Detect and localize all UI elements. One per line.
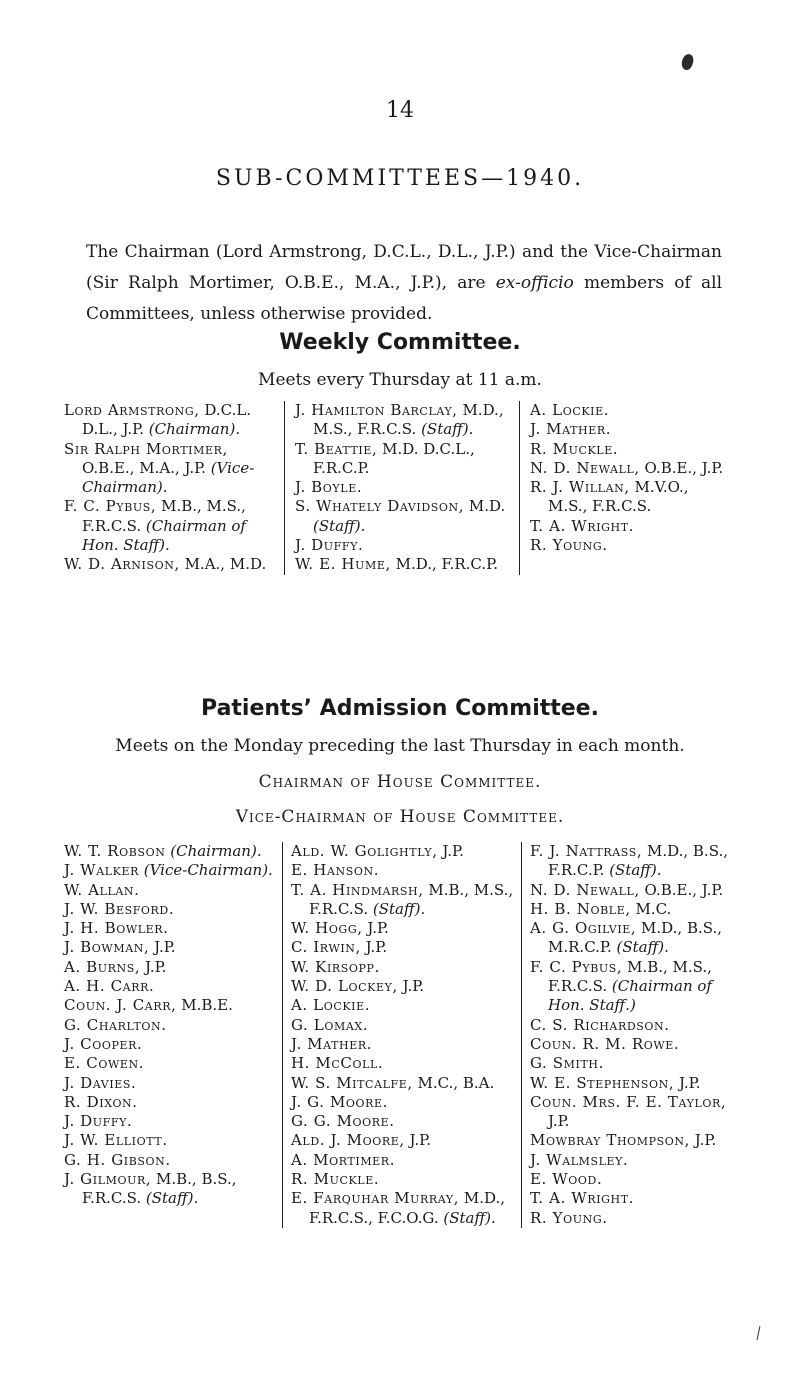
member-qualifications: M.B., B.S., F.R.C.S. bbox=[82, 1170, 237, 1208]
member-name: R. Young. bbox=[530, 1208, 608, 1227]
member-name: W. Allan. bbox=[64, 880, 140, 899]
member-entry bbox=[530, 1170, 742, 1189]
member-role: (Staff). bbox=[145, 1189, 199, 1208]
member-entry bbox=[530, 1093, 742, 1132]
member-role: (Staff). bbox=[443, 1208, 496, 1227]
member-name: G. H. Gibson. bbox=[64, 1150, 171, 1169]
member-entry bbox=[291, 996, 515, 1015]
member-entry bbox=[64, 881, 278, 900]
member-entry bbox=[64, 1016, 278, 1035]
ink-smudge bbox=[680, 53, 695, 72]
member-role: (Staff). bbox=[421, 420, 474, 439]
member-name: W. T. Robson bbox=[64, 842, 166, 860]
member-qualifications: M.D., F.R.C.P. bbox=[390, 555, 498, 574]
member-name: F. C. Pybus, bbox=[530, 957, 623, 976]
member-name: Ald. W. Golightly, bbox=[291, 842, 438, 860]
page-number: 14 bbox=[386, 98, 414, 123]
member-entry bbox=[295, 555, 511, 574]
intro-paragraph bbox=[86, 237, 722, 330]
member-entry bbox=[295, 497, 511, 536]
member-name: J. W. Elliott. bbox=[64, 1131, 168, 1150]
member-name: W. E. Stephenson, bbox=[530, 1073, 675, 1092]
member-entry bbox=[291, 1112, 515, 1131]
member-name: H. McColl. bbox=[291, 1054, 384, 1073]
member-entry bbox=[64, 555, 272, 574]
member-name: E. Farquhar Murray, bbox=[291, 1189, 460, 1208]
member-qualifications: J.P. bbox=[690, 1131, 717, 1150]
member-qualifications: J.P. bbox=[362, 919, 389, 938]
member-entry bbox=[64, 1035, 278, 1054]
member-qualifications: M.D. D.C.L., F.R.C.P. bbox=[313, 439, 475, 477]
admission-col-2 bbox=[282, 842, 515, 1228]
member-name: R. Muckle. bbox=[530, 439, 619, 458]
member-entry bbox=[530, 1054, 742, 1073]
member-entry bbox=[64, 497, 272, 555]
member-entry bbox=[64, 861, 278, 880]
member-entry bbox=[291, 1093, 515, 1112]
member-name: F. C. Pybus, bbox=[64, 497, 157, 516]
member-role: (Staff). bbox=[609, 861, 662, 880]
member-name: H. B. Noble, bbox=[530, 899, 631, 918]
member-entry bbox=[530, 1131, 742, 1150]
member-entry bbox=[295, 536, 511, 555]
intro-text-start: The Chairman (Lord Armstrong, D.C.L., D.L., J.P.) and the Vice-Chairman (Sir Ralph Mortimer, O.B.E., M.A., J.P.), are bbox=[86, 242, 722, 293]
member-entry bbox=[64, 1131, 278, 1150]
member-name: R. Dixon. bbox=[64, 1092, 138, 1111]
member-name: Coun. J. Carr, bbox=[64, 996, 177, 1015]
member-qualifications: M.V.O., M.S., F.R.C.S. bbox=[548, 478, 689, 516]
member-qualifications: M.D., B.S., M.R.C.P. bbox=[548, 919, 723, 957]
member-qualifications: O.B.E., M.A., J.P. bbox=[82, 458, 211, 477]
admission-committee-heading: Patients’ Admission Committee. bbox=[201, 696, 599, 721]
member-entry bbox=[291, 881, 515, 920]
member-qualifications: J.P. bbox=[548, 1112, 570, 1131]
member-name: W. E. Hume, bbox=[295, 555, 391, 574]
member-name: J. Bowman, bbox=[64, 938, 150, 957]
member-name: Ald. J. Moore, bbox=[291, 1131, 405, 1150]
weekly-col-2 bbox=[284, 401, 511, 575]
member-entry bbox=[530, 900, 742, 919]
member-name: E. Wood. bbox=[530, 1170, 603, 1189]
member-name: J. Walmsley. bbox=[530, 1150, 629, 1169]
member-entry bbox=[64, 1151, 278, 1170]
member-entry bbox=[291, 1189, 515, 1228]
member-entry bbox=[64, 900, 278, 919]
member-entry bbox=[64, 1074, 278, 1093]
member-name: J. Duffy. bbox=[64, 1112, 133, 1131]
member-entry bbox=[295, 440, 511, 479]
member-entry bbox=[64, 842, 278, 861]
member-name: T. Beattie, bbox=[295, 439, 378, 458]
member-name: E. Hanson. bbox=[291, 861, 380, 880]
member-entry bbox=[291, 861, 515, 880]
member-name: A. Mortimer. bbox=[291, 1150, 396, 1169]
vice-chairman-of-house-committee: Vice-Chairman of House Committee. bbox=[235, 807, 565, 827]
admission-members bbox=[64, 842, 742, 1228]
member-entry bbox=[295, 478, 511, 497]
member-name: F. J. Nattrass, bbox=[530, 842, 643, 860]
member-qualifications: O.B.E., J.P. bbox=[639, 880, 724, 899]
member-qualifications: M.B., M.S., F.R.C.S. bbox=[548, 957, 712, 996]
member-qualifications: J.P. bbox=[360, 938, 388, 957]
member-name: W. S. Mitcalfe, bbox=[291, 1073, 413, 1092]
member-entry bbox=[291, 1016, 515, 1035]
member-role: (Chairman of Hon. Staff.) bbox=[548, 977, 712, 1015]
member-name: J. Cooper. bbox=[64, 1034, 143, 1053]
member-name: Lord Armstrong, bbox=[64, 401, 200, 419]
member-name: A. H. Carr. bbox=[64, 977, 155, 996]
member-name: G. Smith. bbox=[530, 1054, 604, 1073]
weekly-col-1 bbox=[64, 401, 272, 575]
member-entry bbox=[291, 919, 515, 938]
member-entry bbox=[64, 1170, 278, 1209]
member-entry bbox=[291, 1131, 515, 1150]
weekly-meets-text: Meets every Thursday at 11 a.m. bbox=[258, 370, 542, 390]
member-name: A. G. Ogilvie, bbox=[530, 919, 637, 938]
member-name: A. Lockie. bbox=[291, 996, 371, 1015]
member-entry bbox=[64, 1093, 278, 1112]
member-qualifications: J.P. bbox=[397, 977, 425, 996]
member-role: (Vice-Chairman). bbox=[82, 458, 255, 497]
intro-italic: ex-officio bbox=[495, 273, 574, 293]
member-entry bbox=[64, 977, 278, 996]
member-qualifications: M.D., M.S., F.R.C.S. bbox=[313, 401, 504, 439]
member-entry bbox=[530, 517, 730, 536]
member-qualifications: M.B., M.S., F.R.C.S. bbox=[309, 880, 514, 918]
member-name: Mowbray Thompson, bbox=[530, 1131, 691, 1150]
member-qualifications: M.A., M.D. bbox=[179, 555, 267, 574]
member-qualifications: D.C.L. D.L., J.P. bbox=[82, 401, 252, 439]
member-name: T. A. Wright. bbox=[530, 1189, 635, 1208]
member-name: S. Whately Davidson, bbox=[295, 497, 465, 516]
admission-col-1 bbox=[64, 842, 278, 1228]
corner-mark bbox=[757, 1326, 761, 1340]
member-name: W. Kirsopp. bbox=[291, 957, 380, 976]
member-entry bbox=[295, 401, 511, 440]
member-name: W. D. Arnison, bbox=[64, 555, 180, 574]
member-entry bbox=[530, 1189, 742, 1208]
member-name: J. H. Bowler. bbox=[64, 919, 169, 938]
member-qualifications: J.P. bbox=[404, 1131, 431, 1150]
member-name: J. Hamilton Barclay, bbox=[295, 401, 458, 419]
member-name: G. G. Moore. bbox=[291, 1112, 395, 1131]
admission-meets-text: Meets on the Monday preceding the last Thursday in each month. bbox=[115, 736, 685, 756]
member-entry bbox=[64, 938, 278, 957]
member-qualifications: M.B., M.S., F.R.C.S. bbox=[82, 497, 246, 535]
member-name: G. Charlton. bbox=[64, 1015, 167, 1034]
member-role: (Chairman of Hon. Staff). bbox=[82, 516, 246, 555]
member-qualifications: J.P. bbox=[437, 842, 464, 860]
member-entry bbox=[530, 881, 742, 900]
member-entry bbox=[291, 938, 515, 957]
member-name: G. Lomax. bbox=[291, 1015, 369, 1034]
member-name: Sir Ralph Mortimer, bbox=[64, 439, 228, 458]
member-entry bbox=[291, 977, 515, 996]
member-name: J. Duffy. bbox=[295, 536, 364, 555]
page-title: SUB-COMMITTEES—1940. bbox=[215, 166, 585, 191]
member-entry bbox=[64, 440, 272, 498]
member-qualifications: M.C. bbox=[630, 899, 672, 918]
member-qualifications: M.D., F.R.C.S., F.C.O.G. bbox=[309, 1189, 506, 1227]
member-qualifications: J.P. bbox=[674, 1073, 701, 1092]
member-entry bbox=[530, 842, 742, 881]
member-role: (Vice-Chairman). bbox=[143, 861, 273, 880]
chairman-of-house-committee: Chairman of House Committee. bbox=[258, 772, 542, 792]
member-name: E. Cowen. bbox=[64, 1054, 145, 1073]
member-name: W. D. Lockey, bbox=[291, 977, 398, 996]
member-name: Coun. Mrs. F. E. Taylor, bbox=[530, 1092, 727, 1111]
member-entry bbox=[64, 401, 272, 440]
member-entry bbox=[291, 1035, 515, 1054]
member-entry bbox=[530, 459, 730, 478]
member-qualifications: J.P. bbox=[140, 957, 167, 976]
member-entry bbox=[64, 1054, 278, 1073]
member-entry bbox=[530, 1209, 742, 1228]
member-name: T. A. Hindmarsh, bbox=[291, 880, 424, 899]
member-entry bbox=[291, 1151, 515, 1170]
member-name: A. Lockie. bbox=[530, 401, 610, 419]
weekly-committee-heading: Weekly Committee. bbox=[279, 330, 521, 355]
member-name: W. Hogg, bbox=[291, 919, 363, 938]
member-role: (Chairman). bbox=[170, 842, 262, 860]
member-name: J. Boyle. bbox=[295, 478, 363, 497]
member-entry bbox=[530, 1035, 742, 1054]
member-entry bbox=[530, 919, 742, 958]
member-name: A. Burns, bbox=[64, 957, 141, 976]
member-name: J. W. Besford. bbox=[64, 899, 175, 918]
member-qualifications: M.B.E. bbox=[176, 996, 233, 1015]
member-name: J. Mather. bbox=[530, 420, 612, 439]
member-role: (Staff). bbox=[313, 516, 366, 535]
member-qualifications: M.D. bbox=[464, 497, 506, 516]
member-name: J. Mather. bbox=[291, 1034, 373, 1053]
member-entry bbox=[530, 478, 730, 517]
member-entry bbox=[530, 440, 730, 459]
member-qualifications: M.D., B.S., F.R.C.P. bbox=[548, 842, 728, 880]
member-entry bbox=[530, 401, 730, 420]
admission-col-3 bbox=[521, 842, 742, 1228]
member-entry bbox=[64, 919, 278, 938]
member-entry bbox=[291, 1170, 515, 1189]
member-name: J. Gilmour, bbox=[64, 1170, 152, 1189]
member-role: (Staff). bbox=[372, 899, 426, 918]
member-role: (Chairman). bbox=[148, 420, 241, 439]
member-qualifications: M.C., B.A. bbox=[412, 1073, 495, 1092]
member-entry bbox=[530, 536, 730, 555]
member-entry bbox=[530, 958, 742, 1016]
member-qualifications: J.P. bbox=[149, 938, 176, 957]
member-entry bbox=[530, 1151, 742, 1170]
member-entry bbox=[291, 842, 515, 861]
member-name: J. G. Moore. bbox=[291, 1092, 389, 1111]
member-entry bbox=[64, 1112, 278, 1131]
member-entry bbox=[64, 958, 278, 977]
member-entry bbox=[530, 420, 730, 439]
member-entry bbox=[530, 1074, 742, 1093]
weekly-col-3 bbox=[519, 401, 730, 575]
member-entry bbox=[530, 1016, 742, 1035]
member-name: R. Muckle. bbox=[291, 1170, 380, 1189]
member-entry bbox=[291, 958, 515, 977]
member-name: J. Walker bbox=[64, 861, 139, 880]
member-entry bbox=[291, 1054, 515, 1073]
intro-text-end: members of all Committees, unless otherwise provided. bbox=[86, 273, 723, 324]
member-name: N. D. Newall, bbox=[530, 880, 640, 899]
member-entry bbox=[64, 996, 278, 1015]
member-name: R. J. Willan, bbox=[530, 478, 630, 497]
member-name: J. Davies. bbox=[64, 1073, 137, 1092]
member-name: C. S. Richardson. bbox=[530, 1015, 670, 1034]
member-name: N. D. Newall, bbox=[530, 458, 640, 477]
weekly-members bbox=[64, 401, 730, 575]
member-name: T. A. Wright. bbox=[530, 516, 635, 535]
member-qualifications: O.B.E., J.P. bbox=[639, 458, 724, 477]
member-name: Coun. R. M. Rowe. bbox=[530, 1034, 680, 1053]
member-name: R. Young. bbox=[530, 536, 608, 555]
member-name: C. Irwin, bbox=[291, 938, 361, 957]
member-entry bbox=[291, 1074, 515, 1093]
member-role: (Staff). bbox=[616, 938, 669, 957]
